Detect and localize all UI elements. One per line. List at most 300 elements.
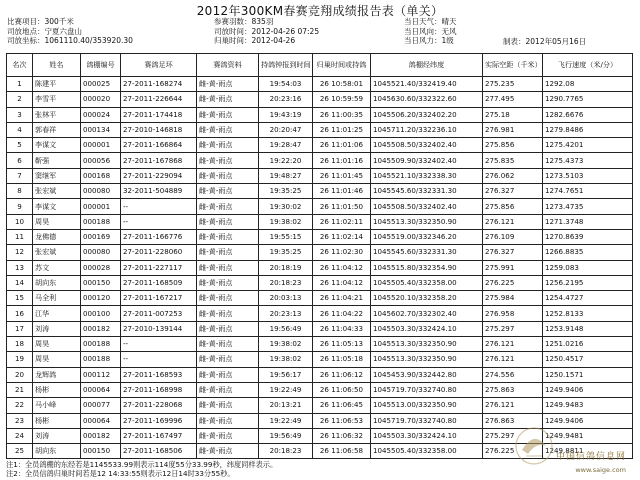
cell-loft-coord: 1045453.90/332442.80	[371, 367, 483, 382]
cell-loft-id: 000120	[81, 291, 121, 306]
cell-rank: 13	[7, 260, 33, 275]
table-row	[7, 245, 633, 260]
cell-arrival-time: 26 11:06:50	[313, 382, 371, 397]
cell-loft-coord: 1045506.20/332402.20	[371, 107, 483, 122]
cell-pigeon-info: 雌-黄-雨点	[197, 122, 259, 137]
table-row	[7, 199, 633, 214]
footnote-2: 注2：全员信鸽归巢时间若是12 14:33:55则表示12日14时33分55秒。	[6, 469, 235, 478]
cell-arrival-time: 26 11:01:25	[313, 122, 371, 137]
cell-speed: 1249.9483	[543, 398, 633, 413]
cell-name: 张宏斌	[33, 245, 81, 260]
cell-rank: 9	[7, 199, 33, 214]
cell-ring: --	[121, 214, 197, 229]
table-row	[7, 153, 633, 168]
meta-release-coord: 司放坐标：1061110.40/353920.30	[7, 36, 133, 46]
cell-clock-time: 20:18:19	[259, 260, 313, 275]
cell-arrival-time: 26 11:04:33	[313, 321, 371, 336]
cell-ring: 27-2010-139144	[121, 321, 197, 336]
cell-ring: 27-2011-168506	[121, 444, 197, 459]
cell-name: 龙佛德	[33, 229, 81, 244]
cell-distance: 275.835	[483, 153, 543, 168]
cell-ring: 32-2011-504889	[121, 184, 197, 199]
table-row	[7, 398, 633, 413]
cell-loft-coord: 1045521.10/332338.30	[371, 168, 483, 183]
meta-col-2	[214, 17, 319, 46]
cell-rank: 8	[7, 184, 33, 199]
cell-clock-time: 19:38:02	[259, 337, 313, 352]
cell-distance: 276.958	[483, 306, 543, 321]
cell-loft-coord: 1045513.30/332350.90	[371, 214, 483, 229]
cell-arrival-time: 26 11:01:45	[313, 168, 371, 183]
cell-clock-time: 19:30:02	[259, 199, 313, 214]
meta-return-date: 归巢时间：2012-04-26	[214, 36, 296, 46]
cell-pigeon-info: 雌-黄-雨点	[197, 245, 259, 260]
watermark-name: 中国信鸽信息网	[555, 452, 626, 462]
cell-pigeon-info: 雌-黄-雨点	[197, 153, 259, 168]
header-distance: 实际空距（千米）	[483, 54, 543, 77]
cell-arrival-time: 26 11:01:16	[313, 153, 371, 168]
cell-speed: 1275.4201	[543, 138, 633, 153]
cell-clock-time: 19:56:49	[259, 428, 313, 443]
header-ring: 赛鸽足环	[121, 54, 197, 77]
cell-name: 周昊	[33, 352, 81, 367]
cell-ring: 27-2011-166776	[121, 229, 197, 244]
cell-loft-coord: 1045505.40/332358.00	[371, 444, 483, 459]
cell-speed: 1249.9406	[543, 413, 633, 428]
cell-distance: 276.225	[483, 275, 543, 290]
cell-distance: 276.062	[483, 168, 543, 183]
cell-speed: 1254.4727	[543, 291, 633, 306]
cell-name: 张宏斌	[33, 184, 81, 199]
cell-name: 李谋文	[33, 138, 81, 153]
table-row	[7, 260, 633, 275]
cell-arrival-time: 26 11:04:12	[313, 260, 371, 275]
cell-rank: 5	[7, 138, 33, 153]
cell-loft-id: 000056	[81, 153, 121, 168]
cell-loft-id: 000134	[81, 122, 121, 137]
cell-pigeon-info: 雌-黄-雨点	[197, 229, 259, 244]
cell-name: 周昊	[33, 337, 81, 352]
cell-distance: 275.991	[483, 260, 543, 275]
cell-ring: --	[121, 337, 197, 352]
meta-race-item: 比赛项目：300千米	[7, 17, 74, 26]
cell-ring: 27-2011-174418	[121, 107, 197, 122]
cell-loft-id: 000188	[81, 352, 121, 367]
table-row	[7, 275, 633, 290]
cell-pigeon-info: 雌-黄-雨点	[197, 77, 259, 92]
cell-name: 苏文	[33, 260, 81, 275]
meta-entries: 参赛羽数：835羽	[214, 17, 274, 26]
meta-col-1	[7, 17, 133, 46]
cell-distance: 276.121	[483, 337, 543, 352]
cell-pigeon-info: 雌-黄-雨点	[197, 413, 259, 428]
cell-loft-coord: 1045711.20/332236.10	[371, 122, 483, 137]
cell-loft-coord: 1045545.60/332331.30	[371, 184, 483, 199]
cell-name: 马全利	[33, 291, 81, 306]
cell-name: 龙辉鸽	[33, 367, 81, 382]
cell-clock-time: 19:38:02	[259, 214, 313, 229]
cell-pigeon-info: 雌-黄-雨点	[197, 214, 259, 229]
cell-speed: 1253.9148	[543, 321, 633, 336]
table-row	[7, 107, 633, 122]
cell-distance: 275.297	[483, 428, 543, 443]
table-row	[7, 367, 633, 382]
cell-pigeon-info: 雌-黄-雨点	[197, 428, 259, 443]
cell-ring: 27-2011-168593	[121, 367, 197, 382]
cell-clock-time: 19:55:15	[259, 229, 313, 244]
cell-name: 周昊	[33, 214, 81, 229]
cell-clock-time: 19:22:49	[259, 382, 313, 397]
cell-loft-id: 000182	[81, 428, 121, 443]
cell-rank: 24	[7, 428, 33, 443]
cell-distance: 276.863	[483, 413, 543, 428]
cell-speed: 1274.7651	[543, 184, 633, 199]
cell-distance: 276.121	[483, 398, 543, 413]
table-header-row	[7, 54, 633, 77]
cell-distance: 275.297	[483, 321, 543, 336]
cell-rank: 1	[7, 77, 33, 92]
cell-loft-id: 000020	[81, 92, 121, 107]
cell-loft-id: 000080	[81, 184, 121, 199]
cell-loft-id: 000064	[81, 413, 121, 428]
cell-rank: 17	[7, 321, 33, 336]
cell-clock-time: 19:35:25	[259, 245, 313, 260]
cell-arrival-time: 26 11:06:53	[313, 413, 371, 428]
cell-pigeon-info: 雌-黄-雨点	[197, 275, 259, 290]
table-row	[7, 138, 633, 153]
cell-clock-time: 20:23:16	[259, 92, 313, 107]
cell-loft-id: 000028	[81, 260, 121, 275]
cell-arrival-time: 26 11:06:32	[313, 428, 371, 443]
cell-name: 靳强	[33, 153, 81, 168]
cell-ring: 27-2011-227117	[121, 260, 197, 275]
cell-clock-time: 20:23:13	[259, 306, 313, 321]
cell-ring: 27-2011-168509	[121, 275, 197, 290]
cell-speed: 1256.2195	[543, 275, 633, 290]
cell-ring: 27-2011-166864	[121, 138, 197, 153]
cell-name: 胡向东	[33, 444, 81, 459]
cell-name: 张林平	[33, 107, 81, 122]
cell-rank: 14	[7, 275, 33, 290]
cell-loft-coord: 1045503.30/332424.10	[371, 321, 483, 336]
cell-loft-coord: 1045602.70/332302.40	[371, 306, 483, 321]
cell-loft-id: 000150	[81, 444, 121, 459]
cell-loft-coord: 1045520.10/332358.20	[371, 291, 483, 306]
cell-arrival-time: 26 11:02:11	[313, 214, 371, 229]
cell-clock-time: 19:38:02	[259, 352, 313, 367]
cell-clock-time: 19:35:25	[259, 184, 313, 199]
cell-speed: 1251.0216	[543, 337, 633, 352]
cell-loft-id: 000100	[81, 306, 121, 321]
cell-ring: 27-2011-168274	[121, 77, 197, 92]
cell-ring: 27-2011-228060	[121, 245, 197, 260]
cell-name: 杨彬	[33, 413, 81, 428]
cell-name: 窦继军	[33, 168, 81, 183]
meta-release-place: 司放地点：宁夏六盘山	[7, 26, 82, 36]
header-name: 姓名	[33, 54, 81, 77]
cell-clock-time: 19:56:49	[259, 321, 313, 336]
cell-loft-id: 000150	[81, 275, 121, 290]
cell-distance: 276.327	[483, 245, 543, 260]
cell-distance: 275.856	[483, 138, 543, 153]
cell-rank: 15	[7, 291, 33, 306]
cell-loft-id: 000024	[81, 107, 121, 122]
meta-release-time: 司放时间：2012-04-26 07:25	[214, 26, 320, 36]
cell-distance: 275.984	[483, 291, 543, 306]
cell-arrival-time: 26 11:01:06	[313, 138, 371, 153]
cell-pigeon-info: 雌-黄-雨点	[197, 107, 259, 122]
cell-distance: 276.981	[483, 122, 543, 137]
meta-col-3	[404, 17, 457, 46]
cell-pigeon-info: 雌-黄-雨点	[197, 444, 259, 459]
cell-loft-id: 000168	[81, 168, 121, 183]
cell-name: 陈建平	[33, 77, 81, 92]
header-arrival-time: 归巢时间或持鸽	[313, 54, 371, 77]
cell-rank: 16	[7, 306, 33, 321]
cell-rank: 4	[7, 122, 33, 137]
cell-arrival-time: 26 11:02:14	[313, 229, 371, 244]
cell-rank: 20	[7, 367, 33, 382]
cell-distance: 275.863	[483, 382, 543, 397]
cell-distance: 275.856	[483, 199, 543, 214]
cell-distance: 276.327	[483, 184, 543, 199]
cell-loft-coord: 1045508.50/332402.40	[371, 138, 483, 153]
table-row	[7, 382, 633, 397]
cell-loft-coord: 1045503.30/332424.10	[371, 428, 483, 443]
cell-clock-time: 19:56:17	[259, 367, 313, 382]
cell-rank: 23	[7, 413, 33, 428]
cell-clock-time: 20:18:23	[259, 275, 313, 290]
cell-name: 郭春祥	[33, 122, 81, 137]
cell-speed: 1250.4517	[543, 352, 633, 367]
meta-made-date: 制表：2012年05月16日	[503, 37, 587, 46]
cell-rank: 10	[7, 214, 33, 229]
cell-ring: 27-2011-229094	[121, 168, 197, 183]
cell-distance: 277.495	[483, 92, 543, 107]
table-row	[7, 92, 633, 107]
cell-rank: 25	[7, 444, 33, 459]
cell-ring: 27-2011-226644	[121, 92, 197, 107]
cell-speed: 1252.8133	[543, 306, 633, 321]
cell-name: 马小峰	[33, 398, 81, 413]
cell-loft-id: 000188	[81, 214, 121, 229]
cell-clock-time: 19:54:03	[259, 77, 313, 92]
table-body	[7, 77, 633, 459]
cell-loft-coord: 1045509.90/332402.40	[371, 153, 483, 168]
cell-arrival-time: 26 11:06:58	[313, 444, 371, 459]
cell-speed: 1249.9481	[543, 428, 633, 443]
cell-pigeon-info: 雌-黄-雨点	[197, 92, 259, 107]
cell-loft-id: 000112	[81, 367, 121, 382]
cell-arrival-time: 26 11:00:35	[313, 107, 371, 122]
cell-rank: 19	[7, 352, 33, 367]
cell-rank: 21	[7, 382, 33, 397]
cell-loft-coord: 1045513.30/332350.90	[371, 352, 483, 367]
cell-arrival-time: 26 11:05:18	[313, 352, 371, 367]
cell-ring: 27-2010-146818	[121, 122, 197, 137]
cell-rank: 12	[7, 245, 33, 260]
cell-arrival-time: 26 11:06:45	[313, 398, 371, 413]
cell-rank: 7	[7, 168, 33, 183]
cell-arrival-time: 26 10:58:01	[313, 77, 371, 92]
cell-loft-coord: 1045521.40/332419.40	[371, 77, 483, 92]
cell-pigeon-info: 雌-黄-雨点	[197, 367, 259, 382]
watermark-url: www.saige.com	[575, 466, 626, 474]
header-pigeon-info: 赛鸽资料	[197, 54, 259, 77]
cell-rank: 22	[7, 398, 33, 413]
cell-name: 刘涛	[33, 428, 81, 443]
cell-clock-time: 19:48:27	[259, 168, 313, 183]
table-row	[7, 291, 633, 306]
cell-speed: 1290.7765	[543, 92, 633, 107]
cell-speed: 1250.1571	[543, 367, 633, 382]
cell-pigeon-info: 雌-黄-雨点	[197, 337, 259, 352]
cell-loft-id: 000188	[81, 337, 121, 352]
header-rank: 名次	[7, 54, 33, 77]
cell-clock-time: 20:20:47	[259, 122, 313, 137]
meta-wind-dir: 当日风向：无风	[404, 26, 457, 36]
cell-pigeon-info: 雌-黄-雨点	[197, 306, 259, 321]
cell-loft-id: 000025	[81, 77, 121, 92]
cell-ring: 27-2011-007253	[121, 306, 197, 321]
cell-loft-id: 000001	[81, 138, 121, 153]
cell-name: 胡向东	[33, 275, 81, 290]
cell-distance: 276.121	[483, 352, 543, 367]
cell-ring: --	[121, 352, 197, 367]
cell-rank: 2	[7, 92, 33, 107]
table-row	[7, 337, 633, 352]
cell-speed: 1270.8639	[543, 229, 633, 244]
cell-distance: 275.18	[483, 107, 543, 122]
cell-loft-id: 000182	[81, 321, 121, 336]
cell-ring: 27-2011-169996	[121, 413, 197, 428]
cell-loft-id: 000080	[81, 245, 121, 260]
cell-distance: 276.121	[483, 214, 543, 229]
cell-speed: 1282.6676	[543, 107, 633, 122]
cell-ring: 27-2011-167868	[121, 153, 197, 168]
cell-rank: 3	[7, 107, 33, 122]
report-title: 2012年300KM春赛竞翔成绩报告表（单关）	[196, 4, 444, 18]
cell-pigeon-info: 雌-黄-雨点	[197, 352, 259, 367]
cell-arrival-time: 26 11:04:21	[313, 291, 371, 306]
cell-clock-time: 19:43:19	[259, 107, 313, 122]
cell-distance: 275.235	[483, 77, 543, 92]
cell-speed: 1275.4373	[543, 153, 633, 168]
cell-clock-time: 20:18:23	[259, 444, 313, 459]
cell-pigeon-info: 雌-黄-雨点	[197, 382, 259, 397]
table-row	[7, 122, 633, 137]
cell-loft-id: 000077	[81, 398, 121, 413]
cell-distance: 276.109	[483, 229, 543, 244]
cell-arrival-time: 26 11:06:12	[313, 367, 371, 382]
table-row	[7, 168, 633, 183]
cell-loft-coord: 1045545.60/332331.30	[371, 245, 483, 260]
cell-rank: 6	[7, 153, 33, 168]
cell-speed: 1273.5103	[543, 168, 633, 183]
cell-pigeon-info: 雌-黄-雨点	[197, 321, 259, 336]
cell-ring: 27-2011-167217	[121, 291, 197, 306]
cell-arrival-time: 26 11:04:22	[313, 306, 371, 321]
cell-loft-coord: 1045630.60/332322.60	[371, 92, 483, 107]
cell-clock-time: 20:13:21	[259, 398, 313, 413]
table-row	[7, 352, 633, 367]
cell-pigeon-info: 雌-黄-雨点	[197, 168, 259, 183]
cell-speed: 1271.3748	[543, 214, 633, 229]
cell-speed: 1249.9406	[543, 382, 633, 397]
cell-arrival-time: 26 11:04:12	[313, 275, 371, 290]
cell-loft-coord: 1045505.40/332358.00	[371, 275, 483, 290]
cell-arrival-time: 26 11:05:13	[313, 337, 371, 352]
cell-rank: 18	[7, 337, 33, 352]
header-loft-id: 鸽棚编号	[81, 54, 121, 77]
cell-pigeon-info: 雌-黄-雨点	[197, 138, 259, 153]
cell-clock-time: 19:22:49	[259, 413, 313, 428]
cell-arrival-time: 26 11:01:50	[313, 199, 371, 214]
cell-name: 李雪平	[33, 92, 81, 107]
cell-loft-coord: 1045719.70/332740.80	[371, 382, 483, 397]
cell-speed: 1259.083	[543, 260, 633, 275]
cell-ring: 27-2011-228068	[121, 398, 197, 413]
cell-name: 李谋文	[33, 199, 81, 214]
cell-speed: 1266.8835	[543, 245, 633, 260]
cell-pigeon-info: 雌-黄-雨点	[197, 398, 259, 413]
cell-arrival-time: 26 11:01:46	[313, 184, 371, 199]
meta-wind-force: 当日风力：1级	[404, 36, 454, 46]
cell-loft-coord: 1045513.00/332350.90	[371, 398, 483, 413]
table-row	[7, 321, 633, 336]
meta-weather: 当日天气：晴天	[404, 17, 457, 26]
results-table	[6, 53, 633, 459]
cell-arrival-time: 26 10:59:59	[313, 92, 371, 107]
cell-loft-id: 000169	[81, 229, 121, 244]
table-row	[7, 229, 633, 244]
cell-name: 江华	[33, 306, 81, 321]
cell-speed: 1292.08	[543, 77, 633, 92]
cell-rank: 11	[7, 229, 33, 244]
cell-speed: 1279.8486	[543, 122, 633, 137]
cell-clock-time: 19:28:47	[259, 138, 313, 153]
header-speed: 飞行速度（米/分）	[543, 54, 633, 77]
cell-pigeon-info: 雌-黄-雨点	[197, 260, 259, 275]
cell-loft-coord: 1045508.50/332402.40	[371, 199, 483, 214]
cell-ring: 27-2011-168998	[121, 382, 197, 397]
table-row	[7, 77, 633, 92]
cell-name: 杨彬	[33, 382, 81, 397]
cell-loft-coord: 1045519.00/332346.20	[371, 229, 483, 244]
cell-speed: 1273.4735	[543, 199, 633, 214]
cell-clock-time: 19:22:20	[259, 153, 313, 168]
cell-pigeon-info: 雌-黄-雨点	[197, 184, 259, 199]
cell-distance: 274.556	[483, 367, 543, 382]
table-row	[7, 306, 633, 321]
header-loft-coord: 鸽棚经纬度	[371, 54, 483, 77]
cell-arrival-time: 26 11:02:30	[313, 245, 371, 260]
table-row	[7, 214, 633, 229]
cell-loft-coord: 1045719.70/332740.80	[371, 413, 483, 428]
cell-ring: --	[121, 199, 197, 214]
cell-loft-id: 000064	[81, 382, 121, 397]
footnote-1: 注1：全员鸽棚的东经若是1145533.99则表示114度55分33.99秒，纬度同样表示。	[6, 460, 278, 469]
cell-pigeon-info: 雌-黄-雨点	[197, 291, 259, 306]
cell-loft-coord: 1045515.80/332354.90	[371, 260, 483, 275]
cell-loft-coord: 1045513.30/332350.90	[371, 337, 483, 352]
cell-distance: 276.225	[483, 444, 543, 459]
cell-speed: 1249.8811	[543, 444, 633, 459]
cell-pigeon-info: 雌-黄-雨点	[197, 199, 259, 214]
cell-loft-id: 000001	[81, 199, 121, 214]
cell-name: 刘涛	[33, 321, 81, 336]
cell-ring: 27-2011-167497	[121, 428, 197, 443]
